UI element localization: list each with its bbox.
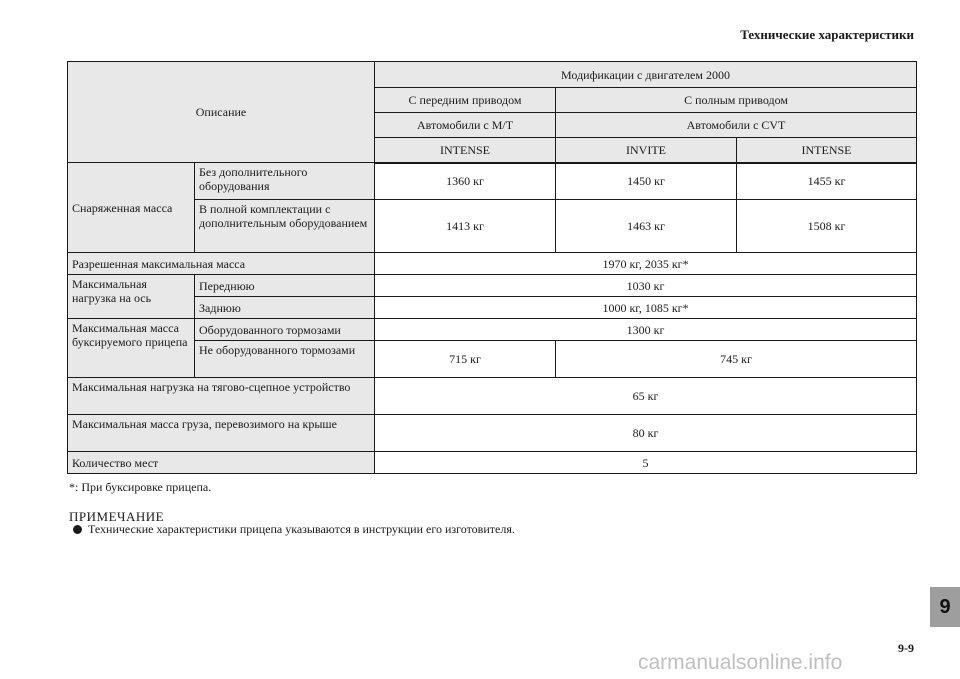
seats-value: 5	[375, 452, 917, 474]
gross-mass-value: 1970 кг, 2035 кг*	[375, 253, 917, 275]
curb-mass-base-v2: 1450 кг	[556, 163, 737, 200]
section-title: Технические характеристики	[740, 27, 914, 42]
page-number: 9-9	[898, 641, 914, 655]
towbar-load-label: Максимальная нагрузка на тягово-сцепное устройство	[68, 378, 375, 415]
towed-mass-label: Максимальная масса буксируемого прицепа	[68, 319, 195, 378]
cvt-header: Автомобили с CVT	[556, 113, 917, 138]
chapter-tab: 9	[930, 587, 960, 627]
footnote: *: При буксировке прицепа.	[69, 480, 212, 494]
towed-unbraked-v1: 715 кг	[375, 341, 556, 378]
axle-front-label: Переднюю	[195, 275, 375, 297]
axle-front-value: 1030 кг	[375, 275, 917, 297]
note-title: ПРИМЕЧАНИЕ	[69, 509, 165, 524]
curb-mass-label: Снаряженная масса	[68, 163, 195, 253]
trim-header-intense-2: INTENSE	[737, 138, 917, 163]
axle-load-label: Максимальная нагрузка на ось	[68, 275, 195, 319]
axle-rear-value: 1000 кг, 1085 кг*	[375, 297, 917, 319]
curb-mass-full-v3: 1508 кг	[737, 200, 917, 253]
seats-label: Количество мест	[68, 452, 375, 474]
trim-header-invite: INVITE	[556, 138, 737, 163]
towed-braked-value: 1300 кг	[375, 319, 917, 341]
axle-rear-label: Заднюю	[195, 297, 375, 319]
awd-header: С полным приводом	[556, 88, 917, 113]
towed-braked-label: Оборудованного тормозами	[195, 319, 375, 341]
towed-unbraked-v2: 745 кг	[556, 341, 917, 378]
engine-group-header: Модификации с двигателем 2000	[375, 62, 917, 88]
curb-mass-base-v1: 1360 кг	[375, 163, 556, 200]
towbar-load-value: 65 кг	[375, 378, 917, 415]
specs-table	[67, 61, 917, 474]
curb-mass-base-v3: 1455 кг	[737, 163, 917, 200]
towed-unbraked-label: Не оборудованного тормозами	[195, 341, 375, 378]
curb-mass-full-v2: 1463 кг	[556, 200, 737, 253]
front-drive-header: С передним приводом	[375, 88, 556, 113]
trim-header-intense-1: INTENSE	[375, 138, 556, 163]
roof-load-label: Максимальная масса груза, перевозимого на крыше	[68, 415, 375, 452]
roof-load-value: 80 кг	[375, 415, 917, 452]
note-text: Технические характеристики прицепа указываются в инструкции его изготовителя.	[88, 522, 515, 536]
curb-mass-base-label: Без дополнительного оборудования	[195, 163, 375, 200]
curb-mass-full-v1: 1413 кг	[375, 200, 556, 253]
curb-mass-full-label: В полной комплектации с дополнительным оборудованием	[195, 200, 375, 253]
mt-header: Автомобили с M/T	[375, 113, 556, 138]
gross-mass-label: Разрешенная максимальная масса	[68, 253, 375, 275]
watermark: carmanualsonline.info	[638, 651, 843, 674]
note-item	[73, 522, 515, 537]
bullet-icon	[73, 525, 82, 534]
description-header: Описание	[68, 62, 375, 163]
